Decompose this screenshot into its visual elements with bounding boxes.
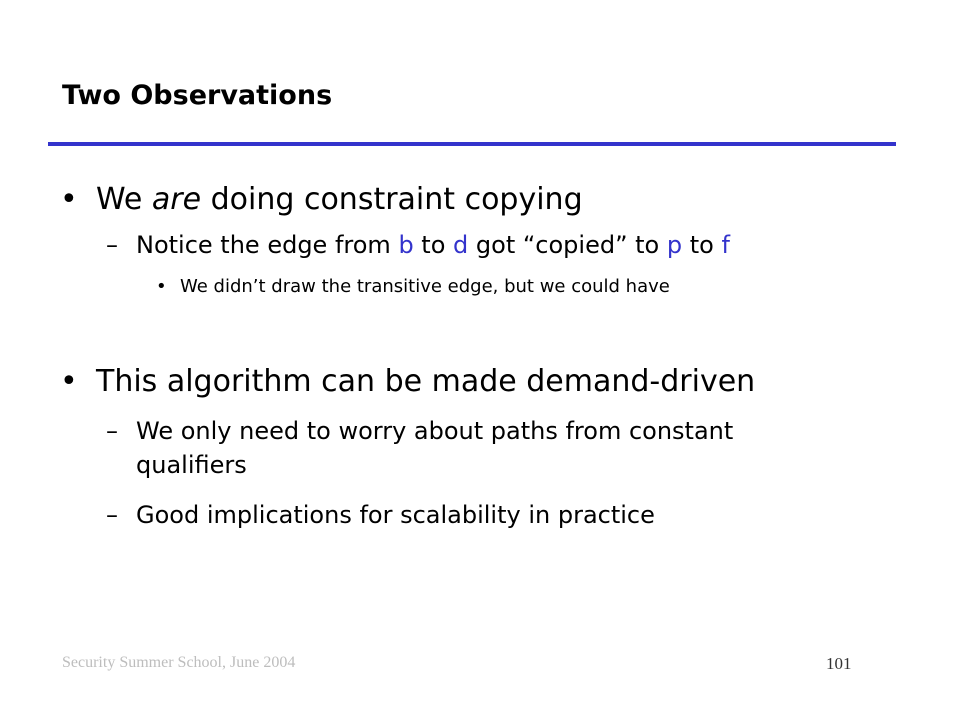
slide-title: Two Observations (62, 80, 333, 111)
bullet-text: This algorithm can be made demand-driven (96, 364, 756, 399)
text-run: got “copied” to (468, 231, 667, 259)
dash-marker: – (106, 231, 118, 259)
small-bullet-marker: • (156, 276, 167, 297)
text-run: Notice the edge from (136, 231, 399, 259)
sub-point-text (136, 228, 896, 262)
sub-sub-point-text: We didn’t draw the transitive edge, but we could have (180, 276, 670, 297)
variable-f: f (721, 231, 730, 259)
sub-point-paths-constant-qualifiers (106, 414, 896, 482)
bullet-text (96, 180, 583, 220)
sub-point-text: Good implications for scalability in practice (136, 501, 655, 529)
dash-marker: – (106, 501, 118, 529)
sub-point-text-line-1: We only need to worry about paths from constant (136, 417, 734, 445)
emphasis-are: are (151, 182, 202, 217)
text-run: doing constraint copying (201, 182, 583, 217)
bullet-marker: • (60, 182, 78, 217)
bullet-marker: • (60, 364, 78, 399)
footer-source: Security Summer School, June 2004 (62, 654, 296, 671)
sub-point-text-line-2: qualifiers (136, 451, 247, 479)
text-run: to (682, 231, 722, 259)
sub-point-scalability (106, 498, 896, 532)
variable-p: p (666, 231, 683, 259)
variable-d: d (453, 231, 469, 259)
dash-marker: – (106, 417, 118, 445)
text-run: to (413, 231, 454, 259)
variable-b: b (398, 231, 414, 259)
page-number: 101 (826, 654, 852, 673)
sub-point-edge-copied (106, 228, 896, 262)
title-underline (48, 142, 896, 146)
text-run: We (96, 182, 152, 217)
